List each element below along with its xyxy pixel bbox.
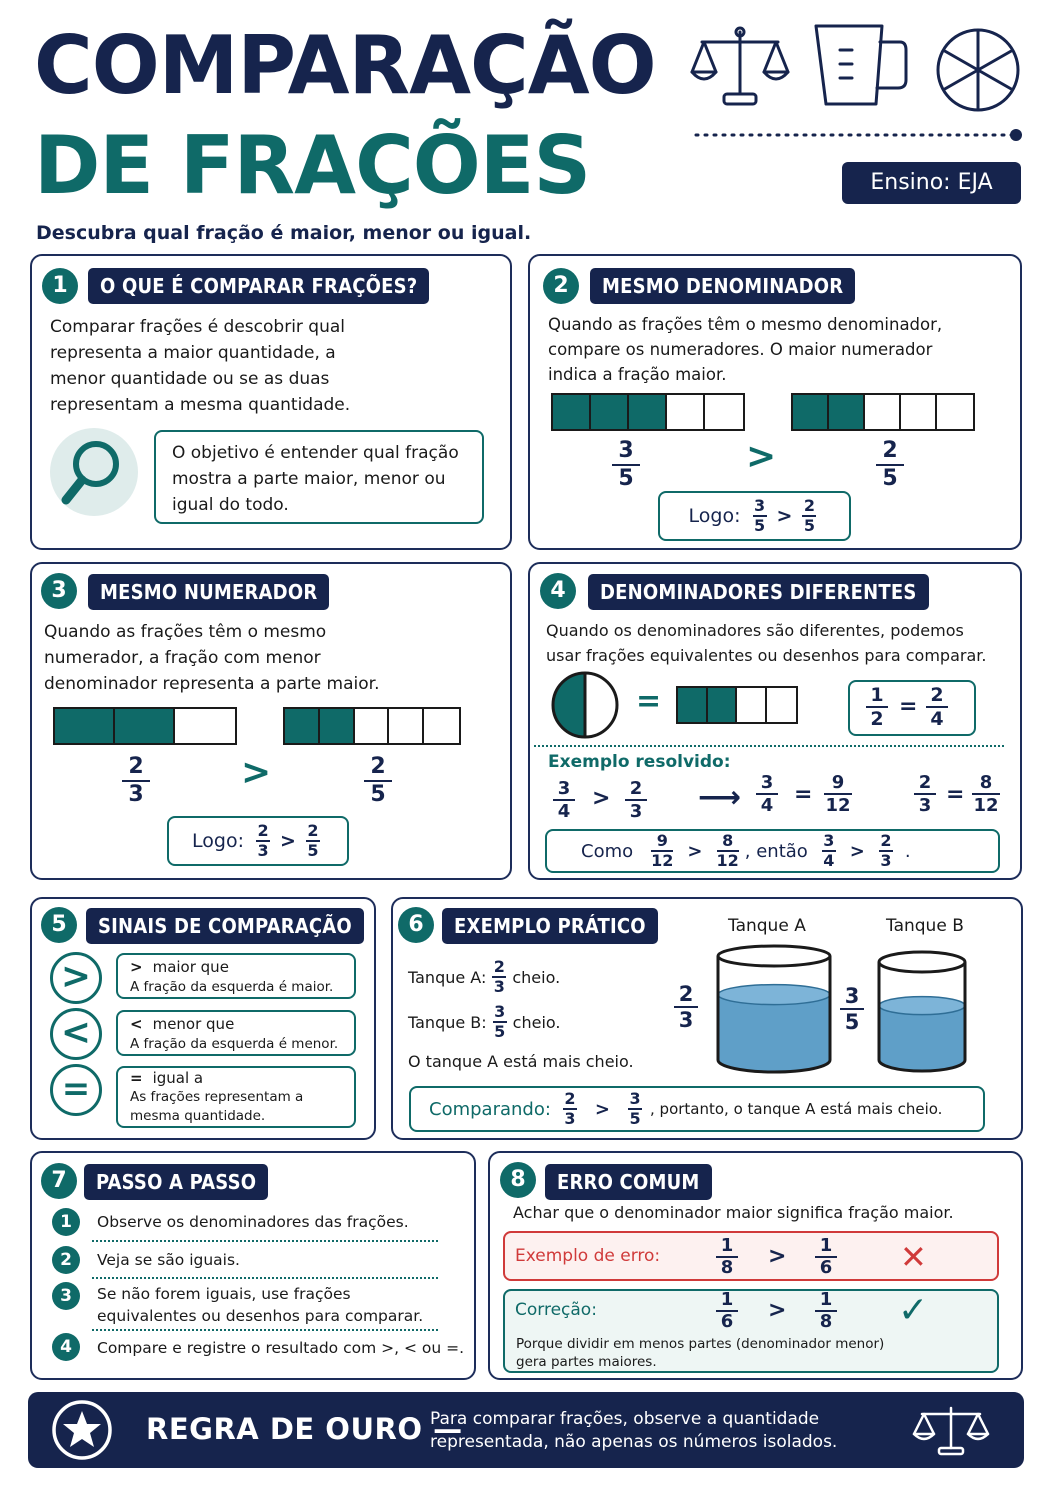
step-divider [92, 1277, 438, 1279]
fraction-2-3: 2 3 [625, 778, 647, 822]
pie-circle-icon [932, 24, 1024, 116]
fraction-9-12: 9 12 [651, 831, 674, 870]
step-1-text: Observe os denominadores das frações. [97, 1213, 409, 1231]
balance-scale-icon [910, 1402, 992, 1458]
fraction-8-12: 8 12 [973, 772, 999, 816]
tank-b-line: Tanque B: 3 5 cheio. [408, 1002, 561, 1041]
correction-note: Porque dividir em menos partes (denominador menor) gera partes maiores. [516, 1336, 885, 1370]
fraction-3-5: 3 5 [612, 438, 640, 492]
sign-desc-equal: As frações representam a mesma quantidade. [130, 1089, 304, 1124]
logo-sign: > [776, 505, 793, 527]
section-7-title: PASSO A PASSO [84, 1164, 268, 1200]
correction-label: Correção: [515, 1300, 597, 1320]
page-subtitle: Descubra qual fração é maior, menor ou igual. [36, 222, 532, 244]
step-2-number: 2 [52, 1246, 80, 1274]
education-badge: Ensino: EJA [842, 162, 1021, 204]
greater-than-sign: > [849, 840, 865, 862]
greater-than-sign: > [768, 1244, 787, 1269]
bar-three-fifths [551, 393, 745, 431]
fraction-2-3: 2 3 [880, 831, 892, 870]
step-4-number: 4 [52, 1333, 80, 1361]
entao-label: , então [744, 840, 808, 862]
logo-sign: > [280, 830, 296, 852]
section-8-number: 8 [500, 1162, 536, 1198]
sign-circle-greater: > [50, 952, 102, 1004]
step-divider [92, 1240, 438, 1242]
fraction-3-5: 3 5 [629, 1089, 641, 1128]
equals-sign: = [636, 684, 662, 719]
fraction-2-3: 2 3 [493, 957, 505, 996]
greater-than-sign: > [241, 752, 272, 793]
golden-rule-title: REGRA DE OURO — [146, 1412, 463, 1446]
fraction-3-4: 3 4 [756, 772, 778, 816]
section-1-number: 1 [42, 268, 78, 304]
logo-label: Logo: [688, 505, 741, 527]
section-2-title: MESMO DENOMINADOR [590, 268, 855, 304]
tank-a-line: Tanque A: 2 3 cheio. [408, 957, 561, 996]
section-8-title: ERRO COMUM [545, 1164, 712, 1200]
tank-a-title: Tanque A [728, 916, 806, 936]
error-label: Exemplo de erro: [515, 1246, 661, 1266]
sign-name-equal: = igual a [130, 1069, 204, 1087]
section-6-title: EXEMPLO PRÁTICO [442, 908, 658, 944]
sign-desc-greater: A fração da esquerda é maior. [130, 979, 334, 995]
fraction-1-8: 1 8 [716, 1236, 738, 1278]
fraction-2-5: 2 5 [364, 754, 392, 808]
fraction-3-4: 3 4 [553, 778, 575, 822]
equals-sign: = [899, 694, 918, 719]
greater-than-sign: > [746, 436, 777, 477]
fraction-2-5: 2 5 [876, 438, 904, 492]
step-3-number: 3 [52, 1282, 80, 1310]
bar-two-thirds [53, 707, 237, 745]
sign-circle-less: < [50, 1008, 102, 1060]
section-3-text: Quando as frações têm o mesmo numerador, a fração com menor denominador representa a parte maior. [44, 622, 380, 694]
tank-b-title: Tanque B [886, 916, 964, 936]
section-8-text: Achar que o denominador maior significa fração maior. [513, 1203, 954, 1222]
section-3-number: 3 [41, 573, 77, 609]
fraction-2-3: 2 3 [564, 1089, 576, 1128]
fraction-2-4: 2 4 [926, 684, 948, 730]
fraction-3-4: 3 4 [823, 831, 835, 870]
section-2-text: Quando as frações têm o mesmo denominador, compare os numeradores. O maior numerador indica a fração maior. [548, 315, 943, 384]
logo-fraction-left: 2 3 [257, 821, 269, 860]
fraction-2-3: 2 3 [914, 772, 936, 816]
sign-name-greater: > maior que [130, 958, 229, 976]
section-7-number: 7 [41, 1163, 77, 1199]
sign-name-less: < menor que [130, 1015, 235, 1033]
greater-than-sign: > [768, 1298, 787, 1323]
bar-two-fourths [676, 686, 798, 724]
section-4-result-box [545, 829, 1000, 873]
step-1-number: 1 [52, 1208, 80, 1236]
magnifier-icon [58, 434, 130, 510]
section-1-text: Comparar frações é descobrir qual representa a maior quantidade, a menor quantidade ou se as duas representam a mesma quantidade. [50, 317, 351, 415]
tank-a-figure [712, 944, 836, 1076]
tank-b-fraction: 3 5 [840, 984, 864, 1034]
section-4-title: DENOMINADORES DIFERENTES [588, 574, 929, 610]
step-divider [92, 1329, 438, 1331]
fraction-3-5: 3 5 [494, 1002, 506, 1041]
greater-than-sign: > [594, 1098, 611, 1120]
section-3-title: MESMO NUMERADOR [88, 574, 329, 610]
tank-conclusion: O tanque A está mais cheio. [408, 1052, 634, 1071]
step-4-text: Compare e registre o resultado com >, < ou =. [97, 1339, 465, 1357]
fraction-9-12: 9 12 [825, 772, 851, 816]
fraction-8-12: 8 12 [716, 831, 739, 870]
logo-fraction-right: 2 5 [307, 821, 319, 860]
section-5-number: 5 [41, 907, 77, 943]
arrow-right-icon: ⟶ [698, 780, 742, 815]
page-title-line1: COMPARAÇÃO [34, 19, 656, 112]
greater-than-sign: > [592, 786, 611, 811]
section-4-text: Quando os denominadores são diferentes, podemos usar frações equivalentes ou desenhos para comparar. [546, 621, 987, 665]
bar-two-fifths [791, 393, 975, 431]
fraction-1-8: 1 8 [815, 1290, 837, 1332]
section-6-comparison-box [409, 1086, 985, 1132]
sign-circle-equal: = [50, 1064, 102, 1116]
sign-desc-less: A fração da esquerda é menor. [130, 1036, 339, 1052]
equals-sign: = [794, 782, 813, 807]
section-1-goal-text: O objetivo é entender qual fração mostra a parte maior, menor ou igual do todo. [172, 443, 459, 515]
como-label: Como [581, 840, 634, 862]
period: . [904, 840, 911, 862]
section-1-title: O QUE É COMPARAR FRAÇÕES? [88, 268, 429, 304]
comparing-conclusion: , portanto, o tanque A está mais cheio. [650, 1100, 943, 1118]
step-3-text: Se não forem iguais, use frações equivalentes ou desenhos para comparar. [97, 1285, 424, 1325]
section-3-logo-box [167, 816, 349, 866]
logo-fraction-left: 3 5 [753, 496, 766, 535]
page-title-line2: DE FRAÇÕES [34, 119, 591, 212]
fraction-1-6: 1 6 [815, 1236, 837, 1278]
fraction-1-2: 1 2 [866, 684, 888, 730]
balance-scale-icon [690, 22, 790, 112]
tank-a-fraction: 2 3 [674, 982, 698, 1032]
fraction-2-3: 2 3 [122, 754, 150, 808]
equals-sign: = [946, 782, 965, 807]
fraction-1-6: 1 6 [716, 1290, 738, 1332]
logo-fraction-right: 2 5 [803, 496, 815, 535]
step-2-text: Veja se são iguais. [97, 1251, 240, 1269]
section-6-number: 6 [398, 907, 434, 943]
error-x-icon: ✕ [900, 1238, 927, 1276]
decorative-dotted-line [694, 128, 1024, 142]
star-badge-icon [50, 1398, 114, 1462]
section-5-title: SINAIS DE COMPARAÇÃO [86, 908, 364, 944]
example-label: Exemplo resolvido: [548, 752, 731, 772]
bar-two-fifths-b [283, 707, 461, 745]
half-circle-figure [550, 670, 620, 740]
section-2-number: 2 [543, 268, 579, 304]
section-4-number: 4 [540, 573, 576, 609]
comparing-label: Comparando: [429, 1098, 551, 1120]
section-2-logo-box [658, 491, 851, 541]
tank-b-figure [874, 950, 970, 1076]
golden-rule-text: Para comparar frações, observe a quantidade representada, não apenas os números isolados. [430, 1409, 838, 1452]
check-icon: ✓ [898, 1290, 929, 1331]
logo-label: Logo: [192, 830, 245, 852]
measuring-cup-icon [810, 20, 910, 110]
greater-than-sign: > [687, 840, 703, 862]
section-4-divider [534, 745, 1004, 747]
